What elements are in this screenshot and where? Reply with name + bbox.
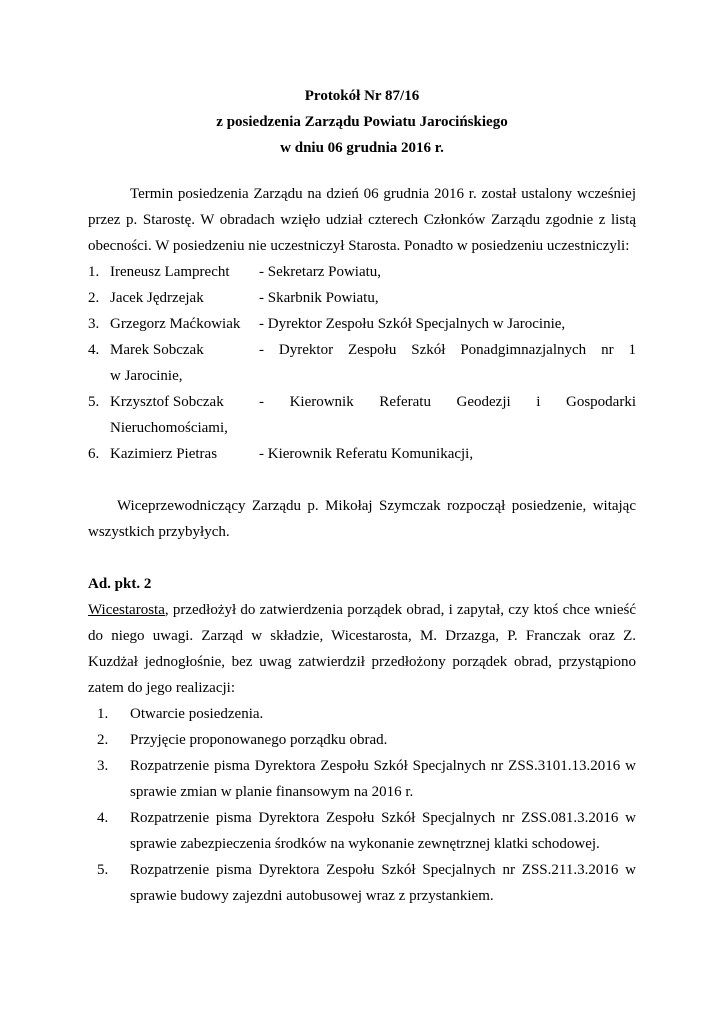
attendee-name: Marek Sobczak [110,342,204,358]
attendee-role-continuation: w Jarocinie, [110,368,183,384]
attendee-item [88,389,636,415]
attendee-name: Krzysztof Sobczak [110,394,224,410]
attendee-role: - Kierownik Referatu Geodezji i Gospodarki [259,394,636,410]
protocol-subtitle: z posiedzenia Zarządu Powiatu Jarocińskiego [216,114,508,130]
attendee-item [88,259,636,285]
attendee-number: 3. [88,316,100,332]
protocol-date: w dniu 06 grudnia 2016 r. [280,140,444,156]
attendee-role: - Kierownik Referatu Komunikacji, [259,446,474,462]
agenda-item-text: Przyjęcie proponowanego porządku obrad. [130,732,388,748]
agenda-item-text: Otwarcie posiedzenia. [130,706,264,722]
attendee-role: - Dyrektor Zespołu Szkół Ponadgimnazjalnych nr 1 [259,342,636,358]
attendee-item [88,311,636,337]
agenda-list [88,701,636,909]
attendee-item [88,285,636,311]
protocol-title: Protokół Nr 87/16 [304,88,420,104]
agenda-item-number: 4. [97,810,109,826]
attendee-number: 4. [88,342,100,358]
document-header [88,83,636,161]
attendees-list [88,259,636,467]
attendee-role: - Skarbnik Powiatu, [259,290,379,306]
agenda-point-text: , przedłożył do zatwierdzenia porządek obrad, i zapytał, czy ktoś chce wnieść do niego uwagi. Zarząd w składzie, Wicestarosta, M. Drzazga, P. Franczak oraz Z. Kuzdżał jednogłośnie, bez uwag zatwierdził przedłożony porządek obrad, przystąpiono zatem do jego realizacji: [88,602,636,696]
agenda-item [88,727,636,753]
attendee-number: 6. [88,446,100,462]
agenda-item [88,701,636,727]
agenda-item-number: 5. [97,862,109,878]
agenda-item-number: 3. [97,758,109,774]
agenda-item [88,805,636,857]
document-page [88,83,636,909]
agenda-item-text: Rozpatrzenie pisma Dyrektora Zespołu Szkół Specjalnych nr ZSS.3101.13.2016 w sprawie zmian w planie finansowym na 2016 r. [130,758,636,800]
agenda-item-number: 2. [97,732,109,748]
attendee-item [88,337,636,363]
intro-paragraph: Termin posiedzenia Zarządu na dzień 06 grudnia 2016 r. został ustalony wcześniej przez p. Starostę. W obradach wzięło udział czterech Członków Zarządu zgodnie z listą obecności. W posiedzeniu nie uczestniczył Starosta. Ponadto w posiedzeniu uczestniczyli: [88,186,636,254]
attendee-item [88,441,636,467]
agenda-point-body [88,597,636,701]
agenda-item-text: Rozpatrzenie pisma Dyrektora Zespołu Szkół Specjalnych nr ZSS.081.3.2016 w sprawie zabezpieczenia środków na wykonanie zewnętrznej klatki schodowej. [130,810,636,852]
speaker-name: Wicestarosta [88,602,165,618]
agenda-point-heading: Ad. pkt. 2 [88,576,152,592]
attendee-name: Jacek Jędrzejak [110,290,204,306]
attendee-role: - Dyrektor Zespołu Szkół Specjalnych w Jarocinie, [259,316,566,332]
attendee-role-continuation: Nieruchomościami, [110,420,228,436]
agenda-item [88,753,636,805]
attendee-number: 2. [88,290,100,306]
attendee-role: - Sekretarz Powiatu, [259,264,382,280]
attendee-name: Ireneusz Lamprecht [110,264,230,280]
attendee-number: 5. [88,394,100,410]
opening-statement: Wiceprzewodniczący Zarządu p. Mikołaj Szymczak rozpoczął posiedzenie, witając wszystkich przybyłych. [88,498,636,540]
agenda-item [88,857,636,909]
agenda-item-number: 1. [97,706,109,722]
attendee-name: Kazimierz Pietras [110,446,218,462]
agenda-item-text: Rozpatrzenie pisma Dyrektora Zespołu Szkół Specjalnych nr ZSS.211.3.2016 w sprawie budowy zajezdni autobusowej wraz z przystankiem. [130,862,636,904]
attendee-name: Grzegorz Maćkowiak [110,316,241,332]
attendee-number: 1. [88,264,100,280]
